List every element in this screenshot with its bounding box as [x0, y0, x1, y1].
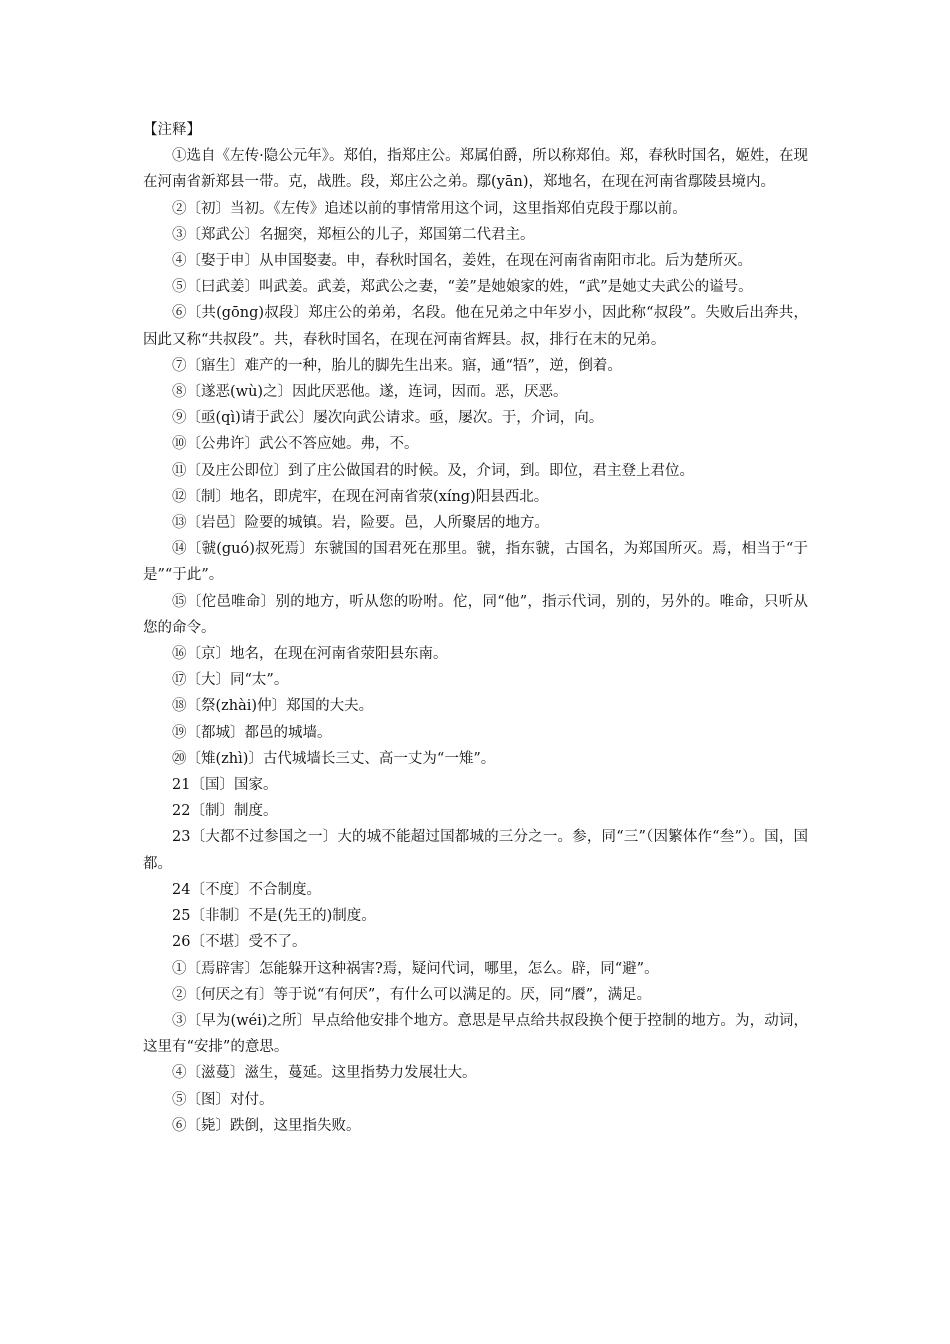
note-item: ⑭〔虢(guó)叔死焉〕东虢国的国君死在那里。虢，指东虢，古国名，为郑国所灭。焉，相当于“于是”“于此”。 — [143, 541, 808, 584]
note-item: ⑰〔大〕同“太”。 — [172, 672, 289, 689]
note-item: ⑪〔及庄公即位〕到了庄公做国君的时候。及，介词，到。即位，君主登上君位。 — [172, 462, 694, 479]
note-item: ③〔郑武公〕名掘突，郑桓公的儿子，郑国第二代君主。 — [172, 226, 535, 243]
section-heading: 【注释】 — [143, 122, 201, 138]
note-item: 24〔不度〕不合制度。 — [172, 881, 321, 898]
note-item: 21〔国〕国家。 — [172, 777, 278, 794]
annotation-section — [143, 117, 808, 1139]
note-item: 25〔非制〕不是(先王的)制度。 — [172, 908, 376, 925]
note-item: ①〔焉辟害〕怎能躲开这种祸害?焉，疑问代词，哪里，怎么。辟，同“避”。 — [172, 960, 659, 977]
note-item: ⑲〔都城〕都邑的城墙。 — [172, 724, 332, 741]
note-item: ⑩〔公弗许〕武公不答应她。弗，不。 — [172, 436, 419, 453]
note-item: ⑮〔佗邑唯命〕别的地方，听从您的吩咐。佗，同“他”，指示代词，别的，另外的。唯命，只听从您的命令。 — [143, 593, 808, 636]
note-item: 23〔大都不过参国之一〕大的城不能超过国都城的三分之一。参，同“三”（因繁体作“叁”）。国，国都。 — [143, 829, 808, 872]
note-item: ④〔娶于申〕从申国娶妻。申，春秋时国名，姜姓，在现在河南省南阳市北。后为楚所灭。 — [172, 253, 752, 270]
note-item: ②〔初〕当初。《左传》追述以前的事情常用这个词，这里指郑伯克段于鄢以前。 — [172, 200, 687, 217]
note-item: ④〔滋蔓〕滋生，蔓延。这里指势力发展壮大。 — [172, 1065, 477, 1082]
note-item: ②〔何厌之有〕等于说“有何厌”，有什么可以满足的。厌，同“餍”，满足。 — [172, 986, 652, 1003]
notes-list — [143, 143, 808, 1139]
note-item: ⑧〔遂恶(wù)之〕因此厌恶他。遂，连词，因而。恶，厌恶。 — [172, 384, 568, 401]
note-item: ⑤〔曰武姜〕叫武姜。武姜，郑武公之妻，“姜”是她娘家的姓，“武”是她丈夫武公的谥号。 — [172, 279, 753, 296]
note-item: ⑳〔雉(zhì)〕古代城墙长三丈、高一丈为“一雉”。 — [172, 750, 496, 767]
note-item: ⑨〔亟(qì)请于武公〕屡次向武公请求。亟，屡次。于，介词，向。 — [172, 410, 604, 427]
note-item: ①选自《左传·隐公元年》。郑伯，指郑庄公。郑属伯爵，所以称郑伯。郑，春秋时国名，姬姓，在现在河南省新郑县一带。克，战胜。段，郑庄公之弟。鄢(yān)，郑地名，在现在河南省鄢陵县境内。 — [143, 148, 808, 191]
note-item: ⑯〔京〕地名，在现在河南省荥阳县东南。 — [172, 646, 448, 663]
note-item: ⑫〔制〕地名，即虎牢，在现在河南省荥(xíng)阳县西北。 — [172, 488, 549, 505]
note-item: 26〔不堪〕受不了。 — [172, 934, 307, 951]
note-item: ⑱〔祭(zhài)仲〕郑国的大夫。 — [172, 698, 374, 715]
note-item: ⑤〔图〕对付。 — [172, 1091, 274, 1108]
note-item: 22〔制〕制度。 — [172, 803, 278, 820]
note-item: ⑦〔寤生〕难产的一种，胎儿的脚先生出来。寤，通“牾”，逆，倒着。 — [172, 357, 622, 374]
note-item: ⑬〔岩邑〕险要的城镇。岩，险要。邑，人所聚居的地方。 — [172, 515, 549, 532]
note-item: ⑥〔共(gōng)叔段〕郑庄公的弟弟，名段。他在兄弟之中年岁小，因此称“叔段”。失败后出奔共，因此又称“共叔段”。共，春秋时国名，在现在河南省辉县。叔，排行在末的兄弟。 — [143, 305, 808, 348]
note-item: ③〔早为(wéi)之所〕早点给他安排个地方。意思是早点给共叔段换个便于控制的地方。为，动词，这里有“安排”的意思。 — [143, 1012, 808, 1056]
note-item: ⑥〔毙〕跌倒，这里指失败。 — [172, 1117, 361, 1134]
